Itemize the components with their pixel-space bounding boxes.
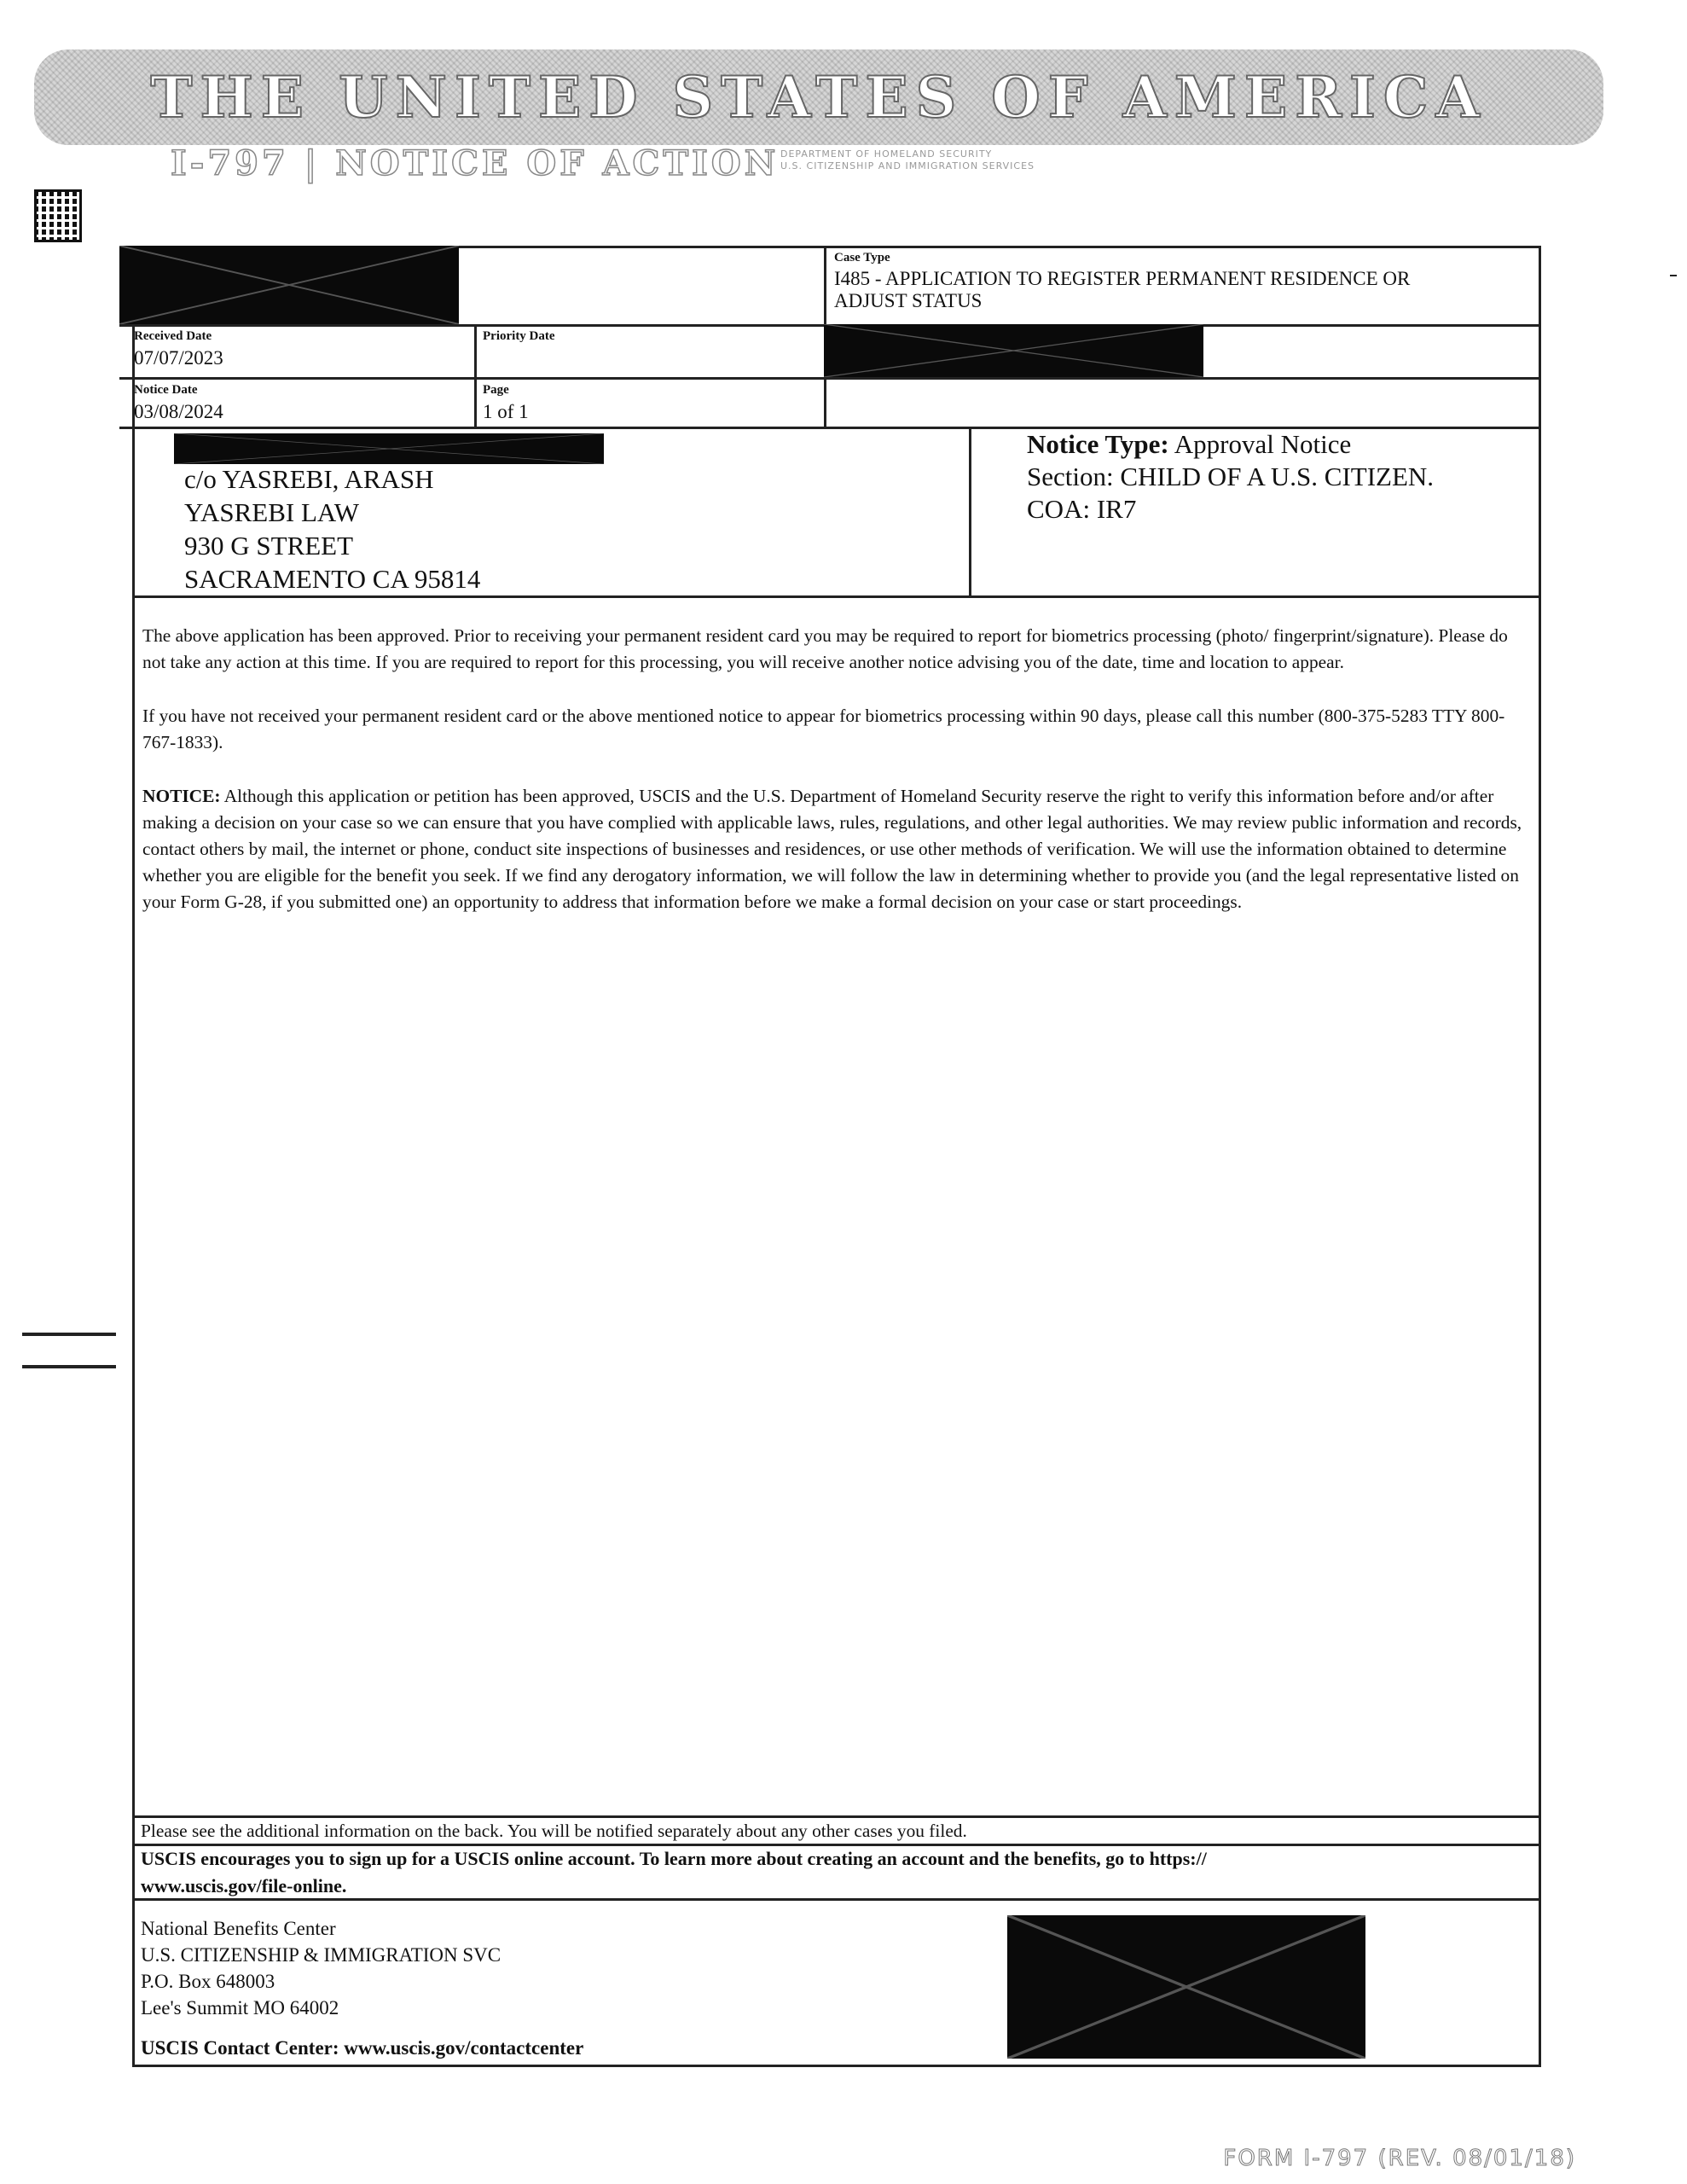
notice-heading: NOTICE:	[142, 786, 221, 806]
body-paragraph-notice	[142, 783, 1533, 915]
mailing-address	[184, 462, 480, 595]
notice-coa: COA: IR7	[1027, 494, 1137, 524]
case-type-line-2: ADJUST STATUS	[834, 290, 983, 311]
notice-body	[142, 623, 1533, 943]
qr-code-border	[34, 189, 82, 242]
margin-mark	[22, 1365, 116, 1368]
office-line-2: U.S. CITIZENSHIP & IMMIGRATION SVC	[141, 1944, 501, 1966]
contact-center: USCIS Contact Center: www.uscis.gov/contactcenter	[141, 2037, 584, 2059]
case-type-line-1: I485 - APPLICATION TO REGISTER PERMANENT RESIDENCE OR	[834, 268, 1411, 289]
margin-mark	[22, 1333, 116, 1336]
promo-line-1: USCIS encourages you to sign up for a USCIS online account. To learn more about creating an account and the benefits, go to https://	[141, 1848, 1207, 1869]
address-street: 930 G STREET	[184, 531, 354, 561]
promo-line-2: www.uscis.gov/file-online.	[141, 1875, 347, 1896]
header-banner	[34, 49, 1603, 145]
received-date-value: 07/07/2023	[134, 347, 223, 369]
office-line-3: P.O. Box 648003	[141, 1971, 275, 1992]
case-type-value	[834, 268, 1410, 312]
notice-type-label: Notice Type:	[1027, 429, 1169, 459]
notice-subtitle: I-797 | NOTICE OF ACTION	[171, 143, 780, 183]
office-line-4: Lee's Summit MO 64002	[141, 1997, 339, 2018]
office-address	[141, 1915, 501, 2021]
notice-date-label: Notice Date	[134, 383, 198, 397]
redaction-box	[1007, 1915, 1365, 2059]
divider	[969, 427, 971, 597]
margin-mark	[1670, 275, 1677, 276]
priority-date-label: Priority Date	[483, 329, 555, 343]
redaction-box	[174, 433, 604, 464]
additional-info-note: Please see the additional information on the back. You will be notified separately about any other cases you filed.	[141, 1821, 967, 1841]
office-line-1: National Benefits Center	[141, 1918, 336, 1939]
divider	[474, 324, 477, 427]
divider	[132, 595, 1541, 598]
notice-date-value: 03/08/2024	[134, 401, 223, 422]
divider	[119, 377, 1541, 380]
online-account-promo	[141, 1845, 1531, 1900]
notice-info	[1027, 428, 1434, 526]
department-line-1: DEPARTMENT OF HOMELAND SECURITY	[780, 148, 993, 160]
department-line-2: U.S. CITIZENSHIP AND IMMIGRATION SERVICES	[780, 160, 1035, 171]
notice-type-row	[1027, 428, 1434, 461]
form-number: FORM I-797 (REV. 08/01/18)	[1223, 2146, 1576, 2171]
notice-section: Section: CHILD OF A U.S. CITIZEN.	[1027, 462, 1435, 491]
address-city: SACRAMENTO CA 95814	[184, 564, 481, 594]
redaction-box	[824, 324, 1203, 377]
banner-title: THE UNITED STATES OF AMERICA	[150, 64, 1487, 131]
page-value: 1 of 1	[483, 401, 529, 422]
received-date-label: Received Date	[134, 329, 212, 343]
department-heading	[780, 148, 1035, 172]
address-care-of: c/o YASREBI, ARASH	[184, 464, 434, 494]
case-type-label: Case Type	[834, 251, 890, 264]
address-firm: YASREBI LAW	[184, 497, 360, 527]
notice-type-value: Approval Notice	[1174, 429, 1352, 459]
notice-text: Although this application or petition has been approved, USCIS and the U.S. Department of Homeland Security reserve the right to verify this information before and/or after making a decision on your case so we can ensure that you have complied with applicable laws, rules, regulations, and other legal authorities. We may review public information and records, contact others by mail, the internet or phone, conduct site inspections of businesses and residences, or use other methods of verification. We will use the information obtained to determine whether you are eligible for the benefit you seek. If we find any derogatory information, we will follow the law in determining whether to provide you (and the legal representative listed on your Form G-28, if you submitted one) an opportunity to address that information before we make a formal decision on your case or start proceedings.	[142, 786, 1522, 912]
redaction-box	[119, 246, 459, 324]
body-paragraph-approval: The above application has been approved. Prior to receiving your permanent resident card you may be required to report for biometrics processing (photo/ fingerprint/signature). Please do not take any action at this time. If you are required to report for this processing, you will receive another notice advising you of the date, time and location to appear.	[142, 625, 1508, 672]
page-label: Page	[483, 383, 509, 397]
body-paragraph-biometrics: If you have not received your permanent resident card or the above mentioned notice to appear for biometrics processing within 90 days, please call this number (800-375-5283 TTY 800-767-1833).	[142, 706, 1505, 752]
